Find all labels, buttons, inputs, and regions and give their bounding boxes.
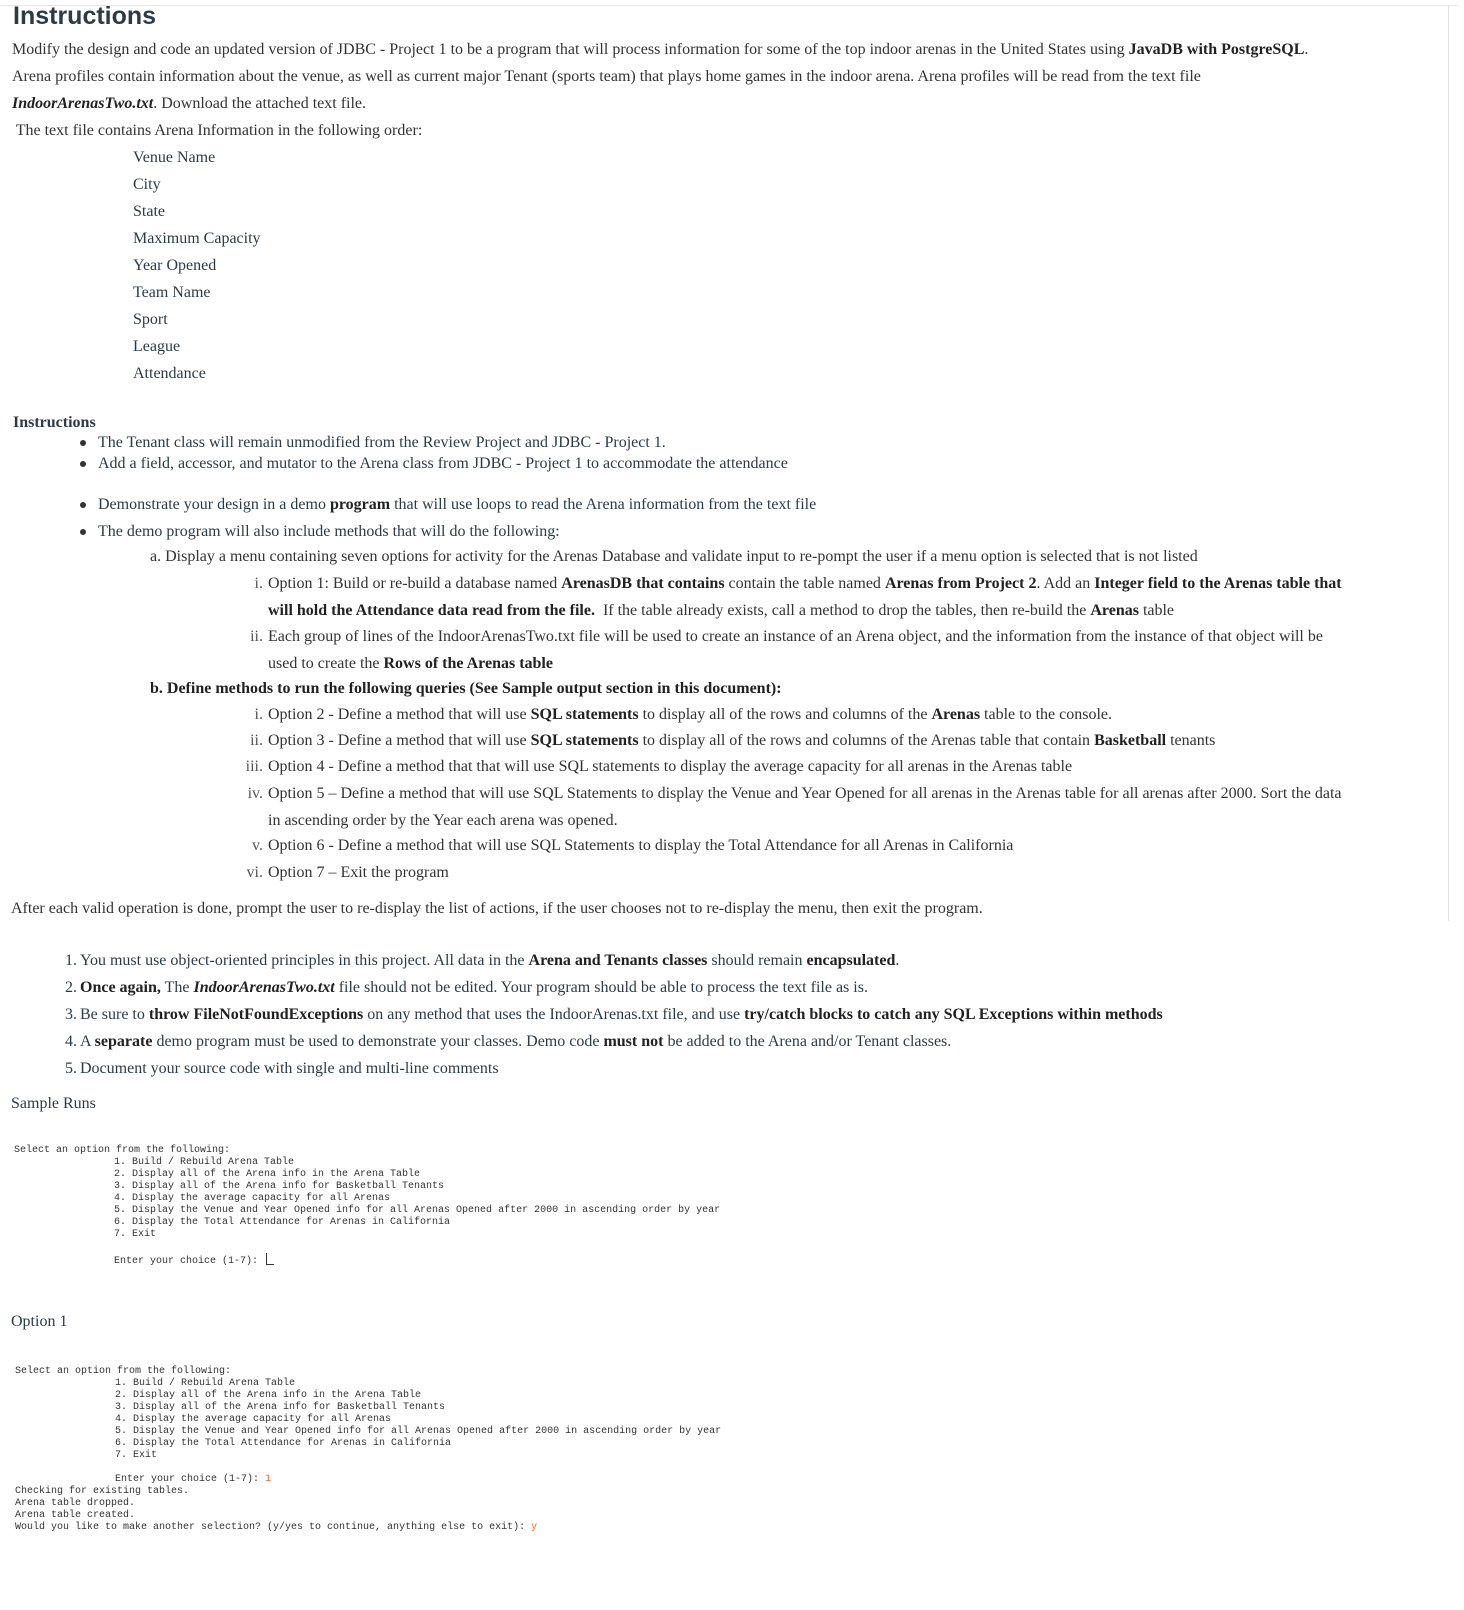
bullet-dot	[80, 529, 86, 535]
item-b-vi: vi. Option 7 – Exit the program	[246, 864, 449, 881]
javadb-bold: JavaDB with PostgreSQL	[1128, 41, 1305, 58]
instructions-heading: Instructions	[13, 414, 96, 431]
user-input-choice: 1	[265, 1474, 272, 1485]
field-item: League	[133, 338, 181, 355]
item-b-v: v. Option 6 - Define a method that will use SQL Statements to display the Total Attendance for all Arenas in California	[252, 837, 1014, 854]
item-b-iii: iii. Option 4 - Define a method that that will use SQL statements to display the average capacity for all arenas in the Arenas table	[245, 758, 1073, 775]
menu-option: 2. Display all of the Arena info in the Arena Table	[115, 1390, 422, 1401]
intro-line-1: Modify the design and code an updated version of JDBC - Project 1 to be a program that will process information for some of the top indoor arenas in the United States using JavaDB with PostgreSQL.	[12, 41, 1309, 58]
menu-option: 1. Build / Rebuild Arena Table	[114, 1157, 295, 1168]
continue-prompt: Would you like to make another selection? (y/yes to continue, anything else to exit):	[15, 1522, 532, 1533]
menu-option: 5. Display the Venue and Year Opened info for all Arenas Opened after 2000 in ascending order by year	[114, 1205, 721, 1216]
right-scroll-border	[1448, 5, 1449, 921]
choice-prompt: Enter your choice (1-7):	[115, 1474, 266, 1485]
menu-option: 2. Display all of the Arena info in the Arena Table	[114, 1169, 421, 1180]
requirements-list	[57, 947, 1357, 1082]
sample-runs-label: Sample Runs	[11, 1095, 96, 1112]
menu-option: 3. Display all of the Arena info for Basketball Tenants	[114, 1181, 445, 1192]
field-order-list	[133, 144, 261, 387]
console-output: Arena table dropped.	[15, 1498, 136, 1509]
item-a-ii: ii. Each group of lines of the IndoorArenasTwo.txt file will be used to create an instance of an Arena object, and the information from the instance of that object will be used to create the Rows of the Arenas table	[250, 628, 1323, 672]
console-menu-sample	[14, 1145, 720, 1268]
text-cursor-icon	[266, 1253, 274, 1265]
console-option1-sample	[15, 1366, 721, 1534]
top-divider	[0, 5, 1458, 6]
item-a: a. Display a menu containing seven options for activity for the Arenas Database and validate input to re-pompt the user if a menu option is selected that is not listed	[150, 548, 1198, 565]
field-item: Maximum Capacity	[133, 230, 261, 247]
bullet-dot	[80, 502, 86, 508]
bullet-dot	[80, 440, 86, 446]
option1-label: Option 1	[11, 1313, 68, 1330]
list-item: The Tenant class will remain unmodified from the Review Project and JDBC - Project 1.	[12, 432, 1412, 453]
item-a-i: i. Option 1: Build or re-build a database named ArenasDB that contains contain the table named Arenas from Project 2. Add an Integer field to the Arenas table that will hold the Attendance data read from the file. If the table already exists, call a method to drop the tables, then re-build the Arenas table	[254, 575, 1342, 619]
list-item: 1. You must use object-oriented principles in this project. All data in the Arena and Tenants classes should remain encapsulated.	[65, 952, 900, 969]
list-item: 5. Document your source code with single and multi-line comments	[65, 1060, 499, 1077]
intro-line-4: The text file contains Arena Information in the following order:	[12, 122, 423, 139]
item-b-iv: iv. Option 5 – Define a method that will use SQL Statements to display the Venue and Year Opened for all arenas in the Arenas table for all arenas after 2000. Sort the data in ascending order by the Year each arena was opened.	[247, 785, 1342, 829]
field-item: City	[133, 176, 161, 193]
menu-option: 3. Display all of the Arena info for Basketball Tenants	[115, 1402, 446, 1413]
menu-option: 1. Build / Rebuild Arena Table	[115, 1378, 296, 1389]
field-item: Venue Name	[133, 149, 216, 166]
intro-line-3: IndoorArenasTwo.txt. Download the attached text file.	[12, 95, 367, 112]
user-input-continue: y	[531, 1522, 538, 1533]
menu-option: 7. Exit	[114, 1229, 157, 1240]
item-b-i: i. Option 2 - Define a method that will use SQL statements to display all of the rows and columns of the Arenas table to the console.	[254, 706, 1113, 723]
list-item: 2. Once again, The IndoorArenasTwo.txt file should not be edited. Your program should be able to process the text file as is.	[65, 979, 868, 996]
console-output: Arena table created.	[15, 1510, 136, 1521]
field-item: Team Name	[133, 284, 211, 301]
console-output: Checking for existing tables.	[15, 1486, 190, 1497]
list-item: The demo program will also include methods that will do the following:	[12, 518, 1412, 545]
bullet-list-2	[12, 491, 1412, 545]
intro-paragraph	[12, 36, 1432, 144]
after-operation-text: After each valid operation is done, prompt the user to re-display the list of actions, if the user chooses not to re-display the menu, then exit the program.	[11, 900, 983, 917]
list-item: Demonstrate your design in a demo program that will use loops to read the Arena information from the text file	[12, 491, 1412, 518]
menu-header: Select an option from the following:	[14, 1145, 231, 1156]
menu-option: 4. Display the average capacity for all Arenas	[115, 1414, 392, 1425]
intro-line-2: Arena profiles contain information about the venue, as well as current major Tenant (sports team) that plays home games in the indoor arena. Arena profiles will be read from the text file	[12, 68, 1201, 85]
list-item: 4. A separate demo program must be used to demonstrate your classes. Demo code must not be added to the Arena and/or Tenant classes.	[65, 1033, 952, 1050]
choice-prompt: Enter your choice (1-7):	[114, 1256, 265, 1267]
list-item: Add a field, accessor, and mutator to the Arena class from JDBC - Project 1 to accommodate the attendance	[12, 453, 1412, 474]
menu-option: 5. Display the Venue and Year Opened info for all Arenas Opened after 2000 in ascending order by year	[115, 1426, 722, 1437]
menu-option: 4. Display the average capacity for all Arenas	[114, 1193, 391, 1204]
item-b-ii: ii. Option 3 - Define a method that will use SQL statements to display all of the rows and columns of the Arenas table that contain Basketball tenants	[250, 732, 1216, 749]
list-item: 3. Be sure to throw FileNotFoundExceptions on any method that uses the IndoorArenas.txt file, and use try/catch blocks to catch any SQL Exceptions within methods	[65, 1006, 1163, 1023]
filename: IndoorArenasTwo.txt	[12, 95, 154, 112]
bullet-list-1	[12, 432, 1412, 474]
menu-header: Select an option from the following:	[15, 1366, 232, 1377]
bullet-dot	[80, 461, 86, 467]
field-item: State	[133, 203, 165, 220]
menu-option: 6. Display the Total Attendance for Arenas in California	[115, 1438, 452, 1449]
field-item: Attendance	[133, 365, 206, 382]
menu-option: 7. Exit	[115, 1450, 158, 1461]
field-item: Year Opened	[133, 257, 217, 274]
field-item: Sport	[133, 311, 168, 328]
menu-option: 6. Display the Total Attendance for Arenas in California	[114, 1217, 451, 1228]
item-b: b. Define methods to run the following queries (See Sample output section in this document):	[150, 680, 782, 697]
page-title: Instructions	[13, 2, 157, 30]
